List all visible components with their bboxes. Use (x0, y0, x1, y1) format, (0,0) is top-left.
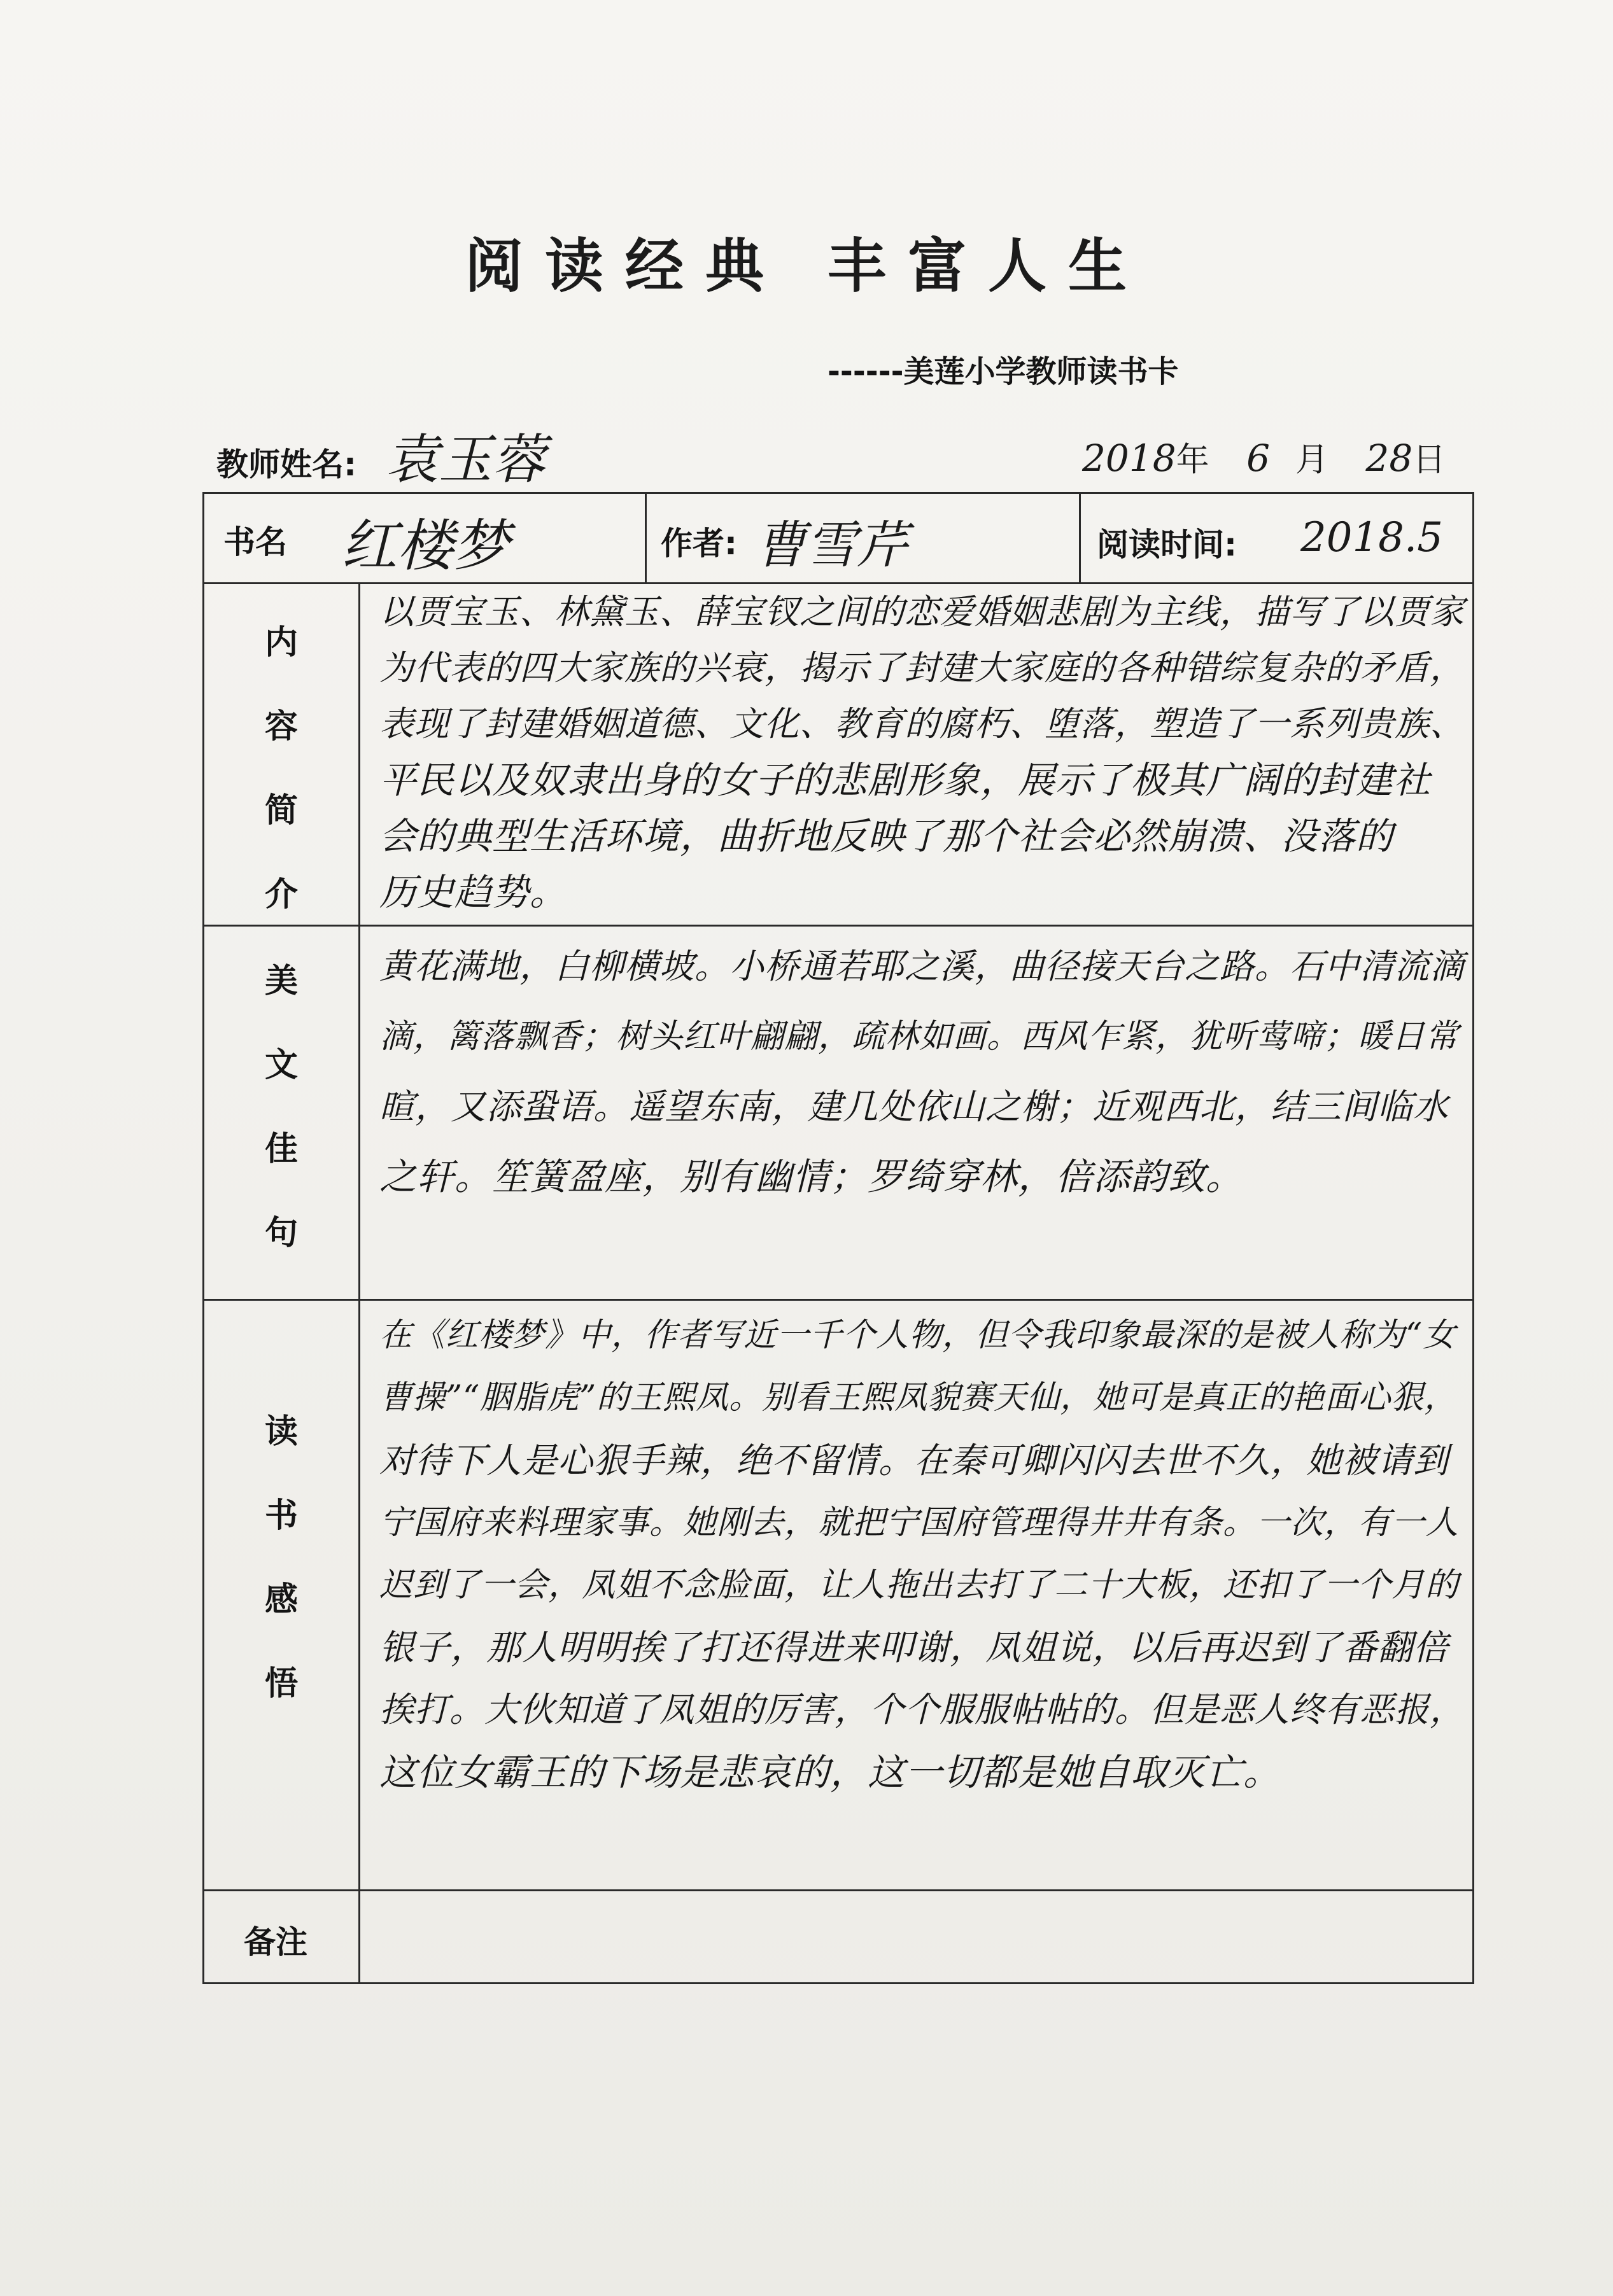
date-year: 2018 (1082, 437, 1176, 480)
summary-line: 平民以及奴隶出身的女子的悲剧形象，展示了极其广阔的封建社 (379, 759, 1432, 802)
date-year-unit: 年 (1176, 441, 1209, 479)
remarks-label: 备注 (244, 1924, 307, 1961)
summary-content (360, 584, 1472, 925)
book-title-label: 书名 (223, 524, 287, 561)
quotes-content (360, 927, 1472, 1299)
summary-label (204, 584, 360, 925)
quotes-line: 之轩。笙簧盈座，别有幽情；罗绮穿林，倍添韵致。 (379, 1155, 1244, 1198)
reflection-line: 宁国府来料理家事。她刚去，就把宁国府管理得井井有条。一次，有一人 (379, 1504, 1460, 1542)
date-row (1082, 433, 1446, 480)
author-label: 作者: (661, 525, 737, 562)
remarks-row (204, 1891, 1472, 1982)
reflection-content (360, 1301, 1472, 1889)
reflection-line: 挨打。大伙知道了凤姐的厉害，个个服服帖帖的。但是恶人终有恶报， (379, 1690, 1465, 1730)
reading-time-value: 2018.5 (1300, 514, 1443, 561)
quotes-label (204, 927, 360, 1299)
reflection-line: 银子，那人明明挨了打还得进来叩谢，凤姐说，以后再迟到了番翻倍 (379, 1627, 1449, 1668)
summary-line: 以贾宝玉、林黛玉、薛宝钗之间的恋爱婚姻悲剧为主线，描写了以贾家 (379, 592, 1465, 632)
reflection-line: 曹操”“胭脂虎”的王熙凤。别看王熙凤貌赛天仙，她可是真正的艳面心狠， (379, 1379, 1458, 1417)
quotes-line: 暄，又添蛩语。遥望东南，建几处依山之榭；近观西北，结三间临水 (379, 1086, 1449, 1127)
book-info-row (204, 494, 1472, 584)
reflection-line: 这位女霸王的下场是悲哀的，这一切都是她自取灭亡。 (379, 1751, 1281, 1794)
reflection-line: 迟到了一会，凤姐不念脸面，让人拖出去打了二十大板，还扣了一个月的 (379, 1566, 1460, 1604)
reflection-label-char: 读 (264, 1413, 298, 1451)
date-month: 6 (1246, 437, 1270, 480)
author-value: 曹雪芹 (755, 515, 908, 575)
summary-line: 表现了封建婚姻道德、文化、教育的腐朽、堕落，塑造了一系列贵族、 (379, 704, 1465, 744)
reading-time-label: 阅读时间: (1097, 526, 1237, 563)
reflection-label-char: 感 (264, 1581, 298, 1619)
summary-label-char: 简 (264, 792, 298, 830)
quotes-row (204, 927, 1472, 1301)
summary-line: 为代表的四大家族的兴衰，揭示了封建大家庭的各种错综复杂的矛盾， (379, 648, 1465, 688)
summary-line: 会的典型生活环境，曲折地反映了那个社会必然崩溃、没落的 (379, 815, 1394, 858)
date-month-unit: 月 (1295, 441, 1328, 479)
summary-label-char: 内 (264, 624, 298, 662)
reflection-label (204, 1301, 360, 1889)
book-title-cell (204, 494, 647, 582)
quotes-label-char: 文 (264, 1046, 298, 1084)
teacher-name-label: 教师姓名: (216, 446, 356, 483)
reflection-line: 在《红楼梦》中，作者写近一千个人物，但令我印象最深的是被人称为“女 (379, 1317, 1456, 1354)
page-title: 阅读经典 丰富人生 (464, 232, 1149, 300)
summary-row (204, 584, 1472, 927)
summary-label-char: 容 (264, 708, 298, 746)
quotes-line: 黄花满地，白柳横坡。小桥通若耶之溪，曲径接天台之路。石中清流滴 (379, 946, 1465, 986)
summary-line: 历史趋势。 (379, 871, 568, 914)
teacher-name-value: 袁玉蓉 (385, 428, 546, 491)
author-cell (647, 494, 1081, 582)
remarks-label-cell (204, 1891, 360, 1982)
date-day: 28 (1365, 437, 1413, 480)
date-day-unit: 日 (1412, 441, 1446, 479)
page-subtitle: ------美莲小学教师读书卡 (828, 354, 1179, 389)
reflection-row (204, 1301, 1472, 1891)
book-title-value: 红楼梦 (341, 513, 510, 578)
reflection-label-char: 悟 (264, 1665, 298, 1703)
quotes-label-char: 句 (264, 1214, 298, 1252)
reflection-line: 对待下人是心狠手辣，绝不留情。在秦可卿闪闪去世不久，她被请到 (379, 1440, 1449, 1481)
reflection-label-char: 书 (264, 1497, 298, 1535)
reading-card-table (202, 492, 1474, 1984)
remarks-content (360, 1891, 1472, 1982)
quotes-line: 滴，篱落飘香；树头红叶翩翩，疏林如画。西风乍紧，犹听莺啼；暖日常 (379, 1018, 1460, 1056)
quotes-label-char: 美 (264, 962, 298, 1000)
quotes-label-char: 佳 (264, 1130, 298, 1168)
reading-time-cell (1081, 494, 1472, 582)
summary-label-char: 介 (264, 876, 298, 914)
